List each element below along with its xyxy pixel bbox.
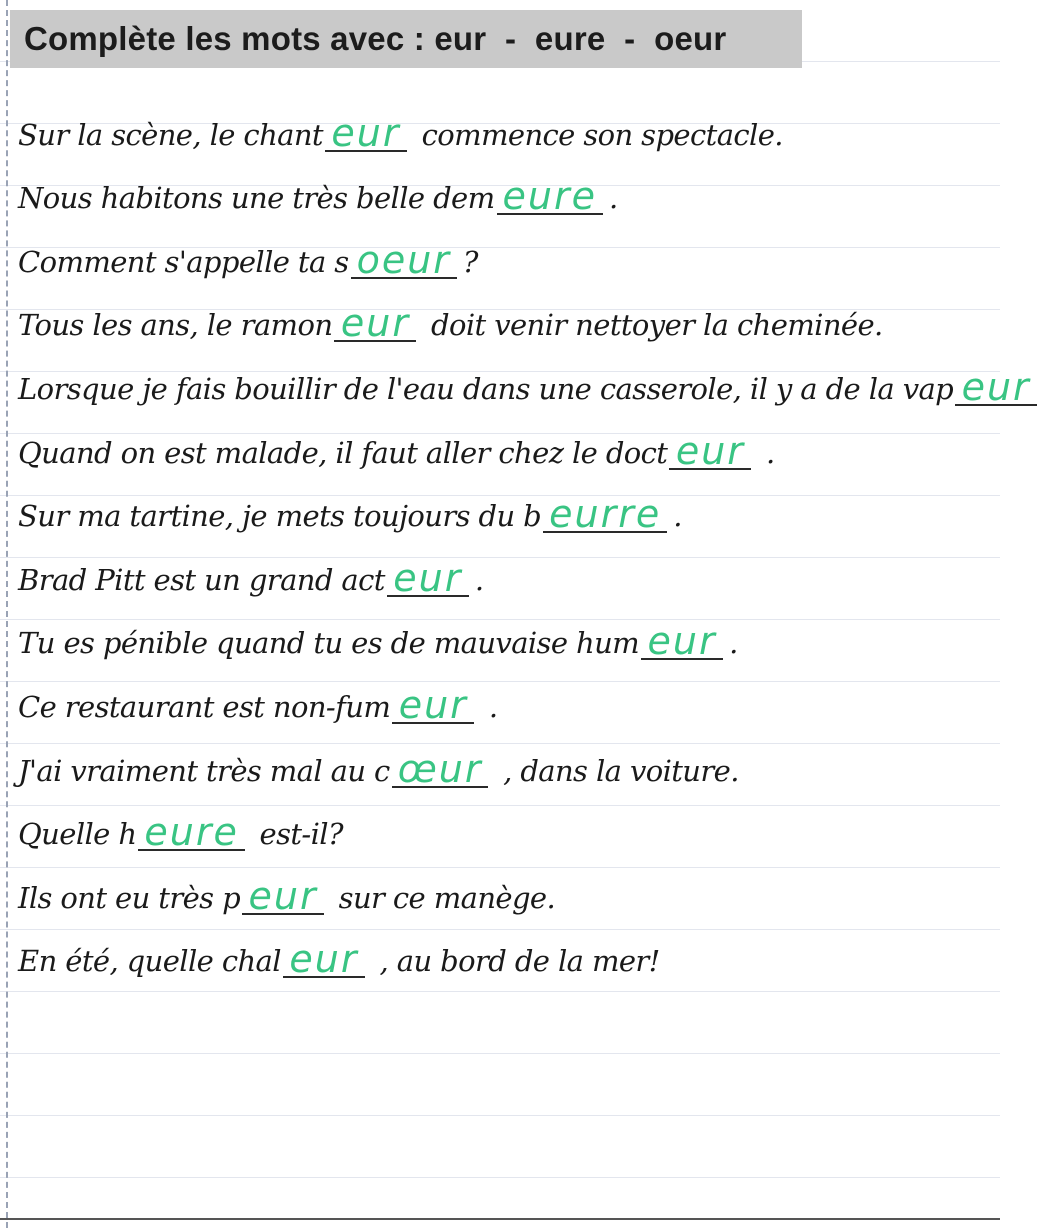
handwritten-answer: eur	[647, 619, 717, 664]
sentence-before: J'ai vraiment très mal au c	[18, 753, 390, 788]
sentence-before: Quelle h	[18, 817, 137, 852]
sentence-before: Lorsque je fais bouillir de l'eau dans une casserole, il y a de la vap	[18, 371, 954, 406]
answer-blank[interactable]	[669, 428, 751, 473]
answer-blank[interactable]	[543, 491, 667, 537]
sentence-after: sur ce manège.	[330, 880, 556, 915]
answer-blank[interactable]	[387, 555, 469, 600]
sentence-line	[18, 736, 998, 800]
handwritten-answer: œur	[397, 746, 483, 791]
handwritten-answer: oeur	[356, 237, 451, 282]
answer-blank[interactable]	[242, 873, 324, 918]
handwritten-answer: eur	[248, 873, 318, 918]
bottom-rule	[0, 1218, 1000, 1220]
sentence-before: Sur ma tartine, je mets toujours du b	[18, 499, 542, 534]
margin-line	[6, 0, 8, 1228]
sentence-before: Tous les ans, le ramon	[18, 308, 333, 343]
sentence-before: Ils ont eu très p	[18, 880, 241, 915]
handwritten-answer: eure	[144, 810, 239, 855]
sentence-before: Ce restaurant est non-fum	[18, 689, 391, 724]
sentence-line	[18, 545, 998, 609]
sentence-after: .	[480, 689, 498, 724]
sentence-after: , dans la voiture.	[494, 753, 739, 788]
sentence-line	[18, 863, 998, 927]
sentence-before: Comment s'appelle ta s	[18, 244, 349, 279]
sentence-line	[18, 227, 998, 291]
handwritten-answer: eurre	[549, 492, 662, 537]
sentence-before: Sur la scène, le chant	[18, 117, 323, 152]
sentence-after: ?	[462, 244, 478, 279]
sentence-line	[18, 800, 998, 864]
sentence-after: est-il?	[250, 817, 343, 852]
sentence-list	[18, 100, 1031, 990]
sentence-line	[18, 100, 998, 164]
handwritten-answer: eur	[289, 937, 359, 982]
answer-blank[interactable]	[392, 682, 474, 727]
sentence-after: .	[729, 626, 738, 661]
handwritten-answer: eur	[961, 364, 1031, 409]
sentence-before: Quand on est malade, il faut aller chez le doct	[18, 435, 668, 470]
sentence-after: .	[757, 435, 775, 470]
handwritten-answer: eure	[502, 174, 597, 219]
sentence-after: commence son spectacle.	[412, 117, 783, 152]
answer-blank[interactable]	[283, 936, 365, 982]
sentence-line	[18, 672, 998, 736]
answer-blank[interactable]	[497, 173, 603, 219]
handwritten-answer: eur	[340, 301, 410, 346]
answer-blank[interactable]	[392, 746, 489, 791]
sentence-line	[18, 418, 998, 482]
answer-blank[interactable]	[641, 618, 723, 664]
sentence-line	[18, 354, 1031, 418]
sentence-after: .	[474, 562, 484, 597]
sentence-before: Brad Pitt est un grand act	[18, 562, 385, 597]
answer-blank[interactable]	[138, 809, 244, 855]
answer-blank[interactable]	[351, 237, 457, 282]
answer-blank[interactable]	[955, 364, 1037, 409]
title-bar	[10, 10, 802, 68]
sentence-before: En été, quelle chal	[18, 944, 281, 979]
sentence-after: doit venir nettoyer la cheminée.	[422, 308, 883, 343]
handwritten-answer: eur	[675, 428, 745, 473]
handwritten-answer: eur	[393, 555, 463, 600]
answer-blank[interactable]	[334, 300, 416, 346]
sentence-line	[18, 609, 998, 673]
sentence-line	[18, 927, 998, 991]
sentence-line	[18, 164, 998, 228]
sentence-after: , au bord de la mer!	[370, 944, 660, 979]
answer-blank[interactable]	[325, 110, 407, 155]
worksheet-title: Complète les mots avec : eur - eure - oeur	[24, 20, 727, 57]
handwritten-answer: eur	[398, 682, 468, 727]
sentence-before: Nous habitons une très belle dem	[18, 181, 495, 216]
sentence-line	[18, 291, 998, 355]
handwritten-answer: eur	[331, 110, 401, 155]
sentence-after: .	[608, 181, 618, 216]
sentence-after: .	[673, 499, 682, 534]
sentence-line	[18, 482, 998, 546]
sentence-before: Tu es pénible quand tu es de mauvaise hum	[18, 626, 640, 661]
